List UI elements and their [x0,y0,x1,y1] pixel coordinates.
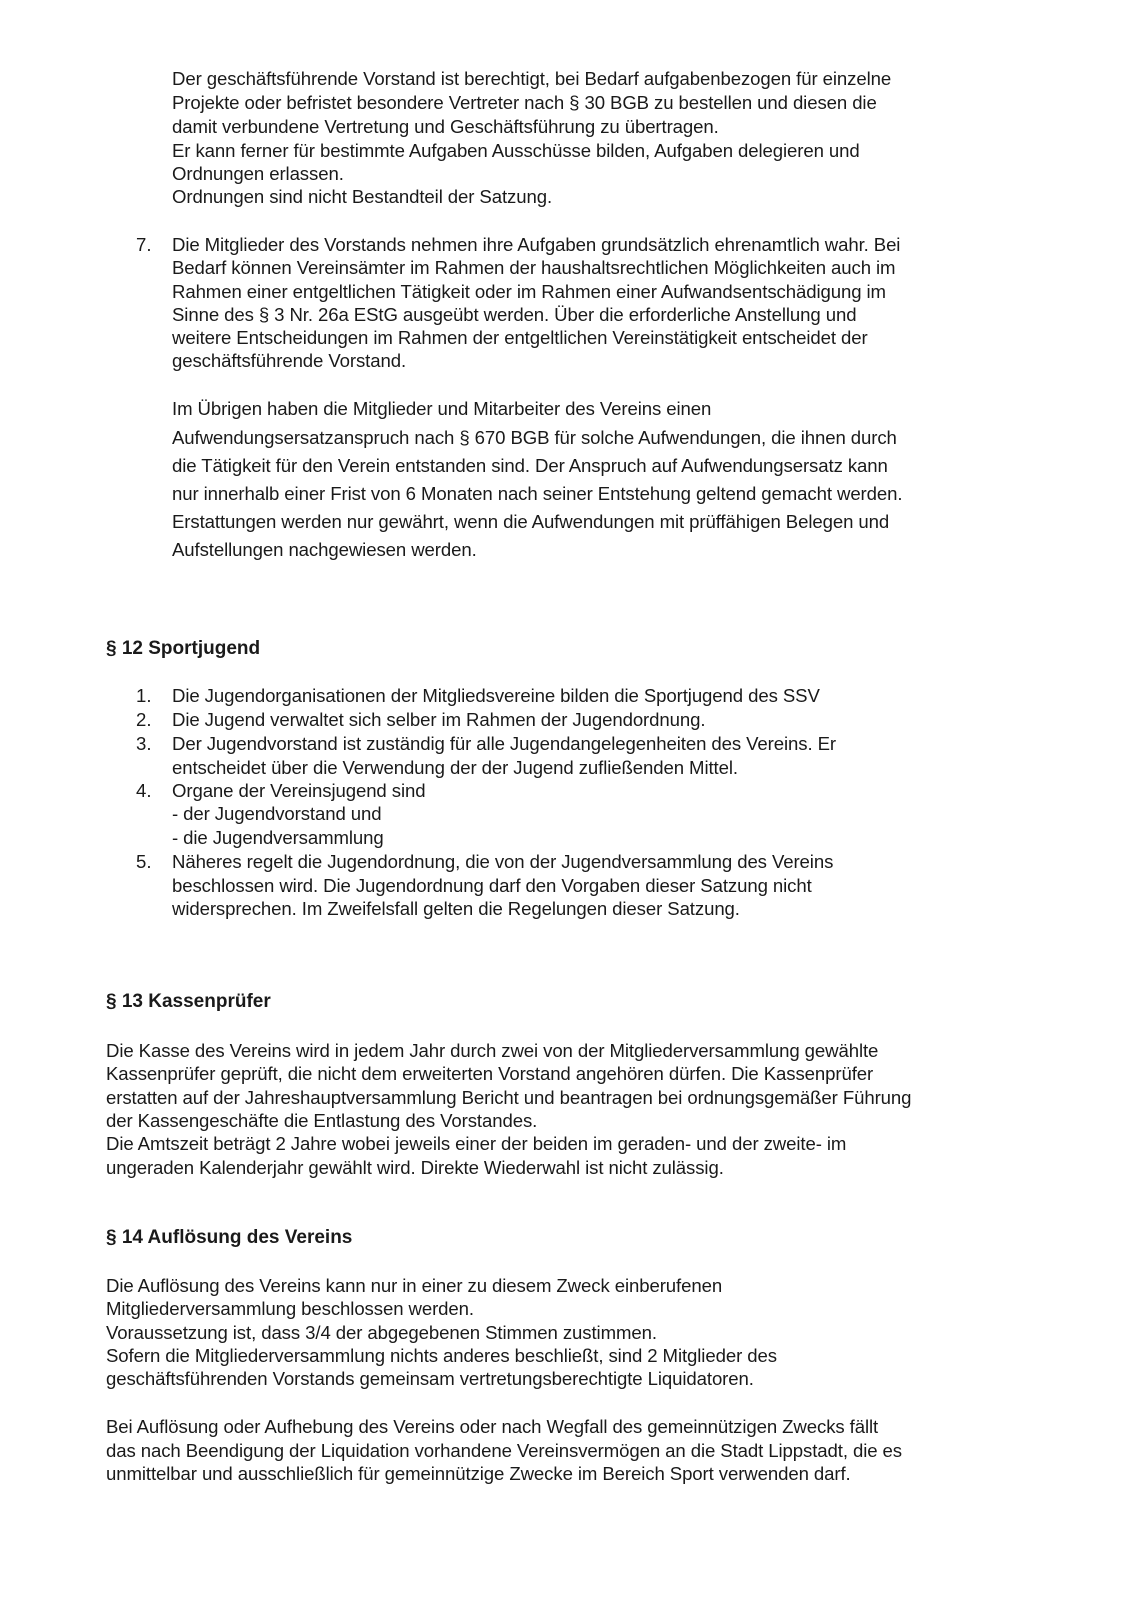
text-line: beschlossen wird. Die Jugendordnung darf den Vorgaben dieser Satzung nicht [172,875,812,896]
text-line: Organe der Vereinsjugend sind [172,780,426,801]
text-line: Die Jugend verwaltet sich selber im Rahmen der Jugendordnung. [172,709,706,730]
text-line: geschäftsführenden Vorstands gemeinsam vertretungsberechtigte Liquidatoren. [106,1368,754,1389]
text-line: unmittelbar und ausschließlich für gemeinnützige Zwecke im Bereich Sport verwenden darf. [106,1463,851,1484]
text-line: Der Jugendvorstand ist zuständig für alle Jugendangelegenheiten des Vereins. Er [172,733,836,754]
list-number: 5. [136,851,152,872]
text-line: entscheidet über die Verwendung der der Jugend zufließenden Mittel. [172,757,738,778]
section-heading: § 12 Sportjugend [106,638,261,659]
text-line: Die Mitglieder des Vorstands nehmen ihre Aufgaben grundsätzlich ehrenamtlich wahr. Bei [172,234,901,255]
section-heading: § 14 Auflösung des Vereins [106,1227,353,1248]
text-line: Aufstellungen nachgewiesen werden. [172,539,477,560]
text-line: Der geschäftsführende Vorstand ist berechtigt, bei Bedarf aufgabenbezogen für einzelne [172,68,892,89]
text-line: Die Jugendorganisationen der Mitgliedsvereine bilden die Sportjugend des SSV [172,685,820,706]
text-line: Im Übrigen haben die Mitglieder und Mitarbeiter des Vereins einen [172,398,712,419]
text-line: Aufwendungsersatzanspruch nach § 670 BGB für solche Aufwendungen, die ihnen durch [172,427,897,448]
text-line: Voraussetzung ist, dass 3/4 der abgegebenen Stimmen zustimmen. [106,1322,657,1343]
text-line: erstatten auf der Jahreshauptversammlung Bericht und beantragen bei ordnungsgemäßer Führung [106,1087,912,1108]
list-number: 3. [136,733,152,754]
text-line: Ordnungen erlassen. [172,163,344,184]
text-line: Die Amtszeit beträgt 2 Jahre wobei jeweils einer der beiden im geraden- und der zweite- im [106,1133,847,1154]
text-line: ungeraden Kalenderjahr gewählt wird. Direkte Wiederwahl ist nicht zulässig. [106,1157,724,1178]
text-line: Bedarf können Vereinsämter im Rahmen der haushaltsrechtlichen Möglichkeiten auch im [172,257,896,278]
text-line: Erstattungen werden nur gewährt, wenn die Aufwendungen mit prüffähigen Belegen und [172,511,890,532]
list-number: 4. [136,780,152,801]
text-line: widersprechen. Im Zweifelsfall gelten die Regelungen dieser Satzung. [172,898,740,919]
text-line: Die Auflösung des Vereins kann nur in einer zu diesem Zweck einberufenen [106,1275,723,1296]
text-line: das nach Beendigung der Liquidation vorhandene Vereinsvermögen an die Stadt Lippstadt, die es [106,1440,902,1461]
text-line: Ordnungen sind nicht Bestandteil der Satzung. [172,186,553,207]
text-line: Die Kasse des Vereins wird in jedem Jahr durch zwei von der Mitgliederversammlung gewählte [106,1040,879,1061]
text-line: Mitgliederversammlung beschlossen werden. [106,1298,474,1319]
text-line: nur innerhalb einer Frist von 6 Monaten nach seiner Entstehung geltend gemacht werden. [172,483,903,504]
text-line: Kassenprüfer geprüft, die nicht dem erweiterten Vorstand angehören dürfen. Die Kassenprüfer [106,1063,874,1084]
list-number: 7. [136,234,152,255]
text-line: der Kassengeschäfte die Entlastung des Vorstandes. [106,1110,538,1131]
text-line: - die Jugendversammlung [172,827,384,848]
text-line: die Tätigkeit für den Verein entstanden sind. Der Anspruch auf Aufwendungsersatz kann [172,455,888,476]
text-line: Projekte oder befristet besondere Vertreter nach § 30 BGB zu bestellen und diesen die [172,92,877,113]
list-number: 1. [136,685,152,706]
list-number: 2. [136,709,152,730]
text-line: geschäftsführende Vorstand. [172,350,407,371]
text-line: Sinne des § 3 Nr. 26a EStG ausgeübt werden. Über die erforderliche Anstellung und [172,304,857,325]
text-line: weitere Entscheidungen im Rahmen der entgeltlichen Vereinstätigkeit entscheidet der [172,327,868,348]
section-heading: § 13 Kassenprüfer [106,991,271,1012]
text-line: Sofern die Mitgliederversammlung nichts anderes beschließt, sind 2 Mitglieder des [106,1345,777,1366]
text-line: Näheres regelt die Jugendordnung, die von der Jugendversammlung des Vereins [172,851,834,872]
text-line: Bei Auflösung oder Aufhebung des Vereins oder nach Wegfall des gemeinnützigen Zwecks fällt [106,1416,879,1437]
text-line: Er kann ferner für bestimmte Aufgaben Ausschüsse bilden, Aufgaben delegieren und [172,140,860,161]
text-line: - der Jugendvorstand und [172,803,382,824]
text-line: Rahmen einer entgeltlichen Tätigkeit oder im Rahmen einer Aufwandsentschädigung im [172,281,886,302]
text-line: damit verbundene Vertretung und Geschäftsführung zu übertragen. [172,116,719,137]
